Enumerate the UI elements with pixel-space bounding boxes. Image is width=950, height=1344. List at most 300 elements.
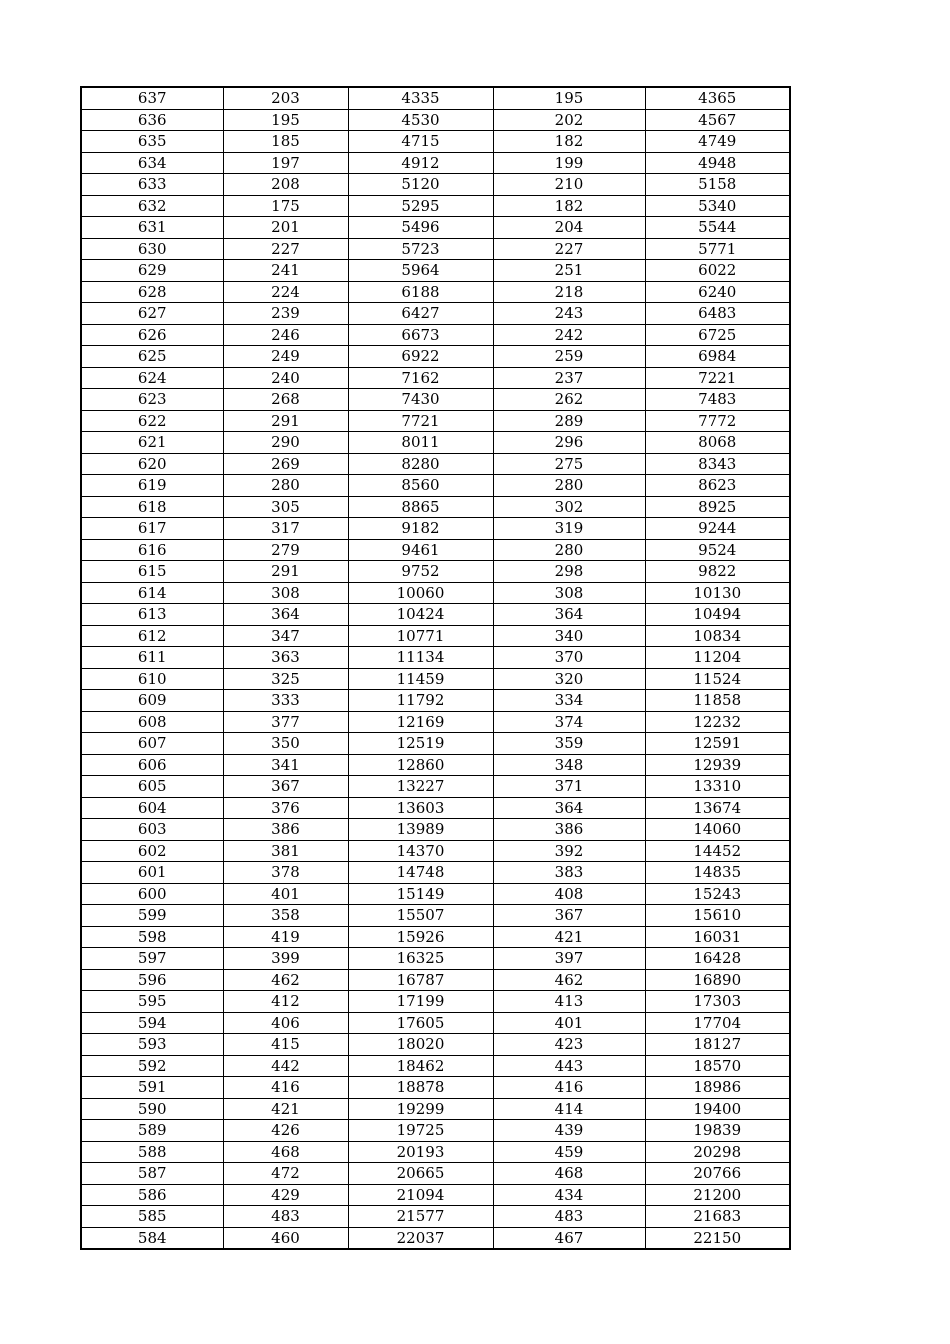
count-b-cell: 302 bbox=[493, 496, 645, 518]
count-a-cell: 185 bbox=[223, 131, 348, 153]
score-cell: 629 bbox=[81, 260, 223, 282]
count-a-cell: 208 bbox=[223, 174, 348, 196]
cumulative-a-cell: 4335 bbox=[348, 87, 493, 109]
count-a-cell: 227 bbox=[223, 238, 348, 260]
count-b-cell: 320 bbox=[493, 668, 645, 690]
score-cell: 601 bbox=[81, 862, 223, 884]
count-b-cell: 195 bbox=[493, 87, 645, 109]
table-row bbox=[81, 432, 790, 454]
cumulative-b-cell: 12939 bbox=[645, 754, 790, 776]
count-b-cell: 319 bbox=[493, 518, 645, 540]
cumulative-b-cell: 13674 bbox=[645, 797, 790, 819]
count-b-cell: 401 bbox=[493, 1012, 645, 1034]
cumulative-a-cell: 19299 bbox=[348, 1098, 493, 1120]
cumulative-a-cell: 14370 bbox=[348, 840, 493, 862]
table-row bbox=[81, 1077, 790, 1099]
score-cell: 619 bbox=[81, 475, 223, 497]
count-a-cell: 195 bbox=[223, 109, 348, 131]
cumulative-a-cell: 17605 bbox=[348, 1012, 493, 1034]
count-a-cell: 240 bbox=[223, 367, 348, 389]
table-row bbox=[81, 346, 790, 368]
table-row bbox=[81, 539, 790, 561]
count-a-cell: 429 bbox=[223, 1184, 348, 1206]
count-a-cell: 317 bbox=[223, 518, 348, 540]
count-a-cell: 363 bbox=[223, 647, 348, 669]
count-b-cell: 392 bbox=[493, 840, 645, 862]
table-row bbox=[81, 840, 790, 862]
count-a-cell: 308 bbox=[223, 582, 348, 604]
cumulative-b-cell: 11858 bbox=[645, 690, 790, 712]
score-cell: 594 bbox=[81, 1012, 223, 1034]
count-a-cell: 325 bbox=[223, 668, 348, 690]
score-cell: 635 bbox=[81, 131, 223, 153]
count-a-cell: 246 bbox=[223, 324, 348, 346]
cumulative-a-cell: 13227 bbox=[348, 776, 493, 798]
count-a-cell: 462 bbox=[223, 969, 348, 991]
count-a-cell: 401 bbox=[223, 883, 348, 905]
score-cell: 593 bbox=[81, 1034, 223, 1056]
count-a-cell: 279 bbox=[223, 539, 348, 561]
table-row bbox=[81, 647, 790, 669]
cumulative-b-cell: 12232 bbox=[645, 711, 790, 733]
table-row bbox=[81, 389, 790, 411]
score-cell: 588 bbox=[81, 1141, 223, 1163]
count-b-cell: 243 bbox=[493, 303, 645, 325]
table-row bbox=[81, 883, 790, 905]
cumulative-a-cell: 20665 bbox=[348, 1163, 493, 1185]
table-row bbox=[81, 668, 790, 690]
table-row bbox=[81, 1120, 790, 1142]
score-cell: 632 bbox=[81, 195, 223, 217]
count-b-cell: 204 bbox=[493, 217, 645, 239]
count-b-cell: 199 bbox=[493, 152, 645, 174]
score-cell: 624 bbox=[81, 367, 223, 389]
count-b-cell: 251 bbox=[493, 260, 645, 282]
table-row bbox=[81, 862, 790, 884]
cumulative-a-cell: 5723 bbox=[348, 238, 493, 260]
table-row bbox=[81, 496, 790, 518]
score-cell: 599 bbox=[81, 905, 223, 927]
score-table bbox=[80, 86, 791, 1250]
score-cell: 614 bbox=[81, 582, 223, 604]
table-row bbox=[81, 109, 790, 131]
score-cell: 597 bbox=[81, 948, 223, 970]
cumulative-a-cell: 16787 bbox=[348, 969, 493, 991]
count-b-cell: 421 bbox=[493, 926, 645, 948]
count-a-cell: 364 bbox=[223, 604, 348, 626]
count-b-cell: 459 bbox=[493, 1141, 645, 1163]
table-row bbox=[81, 819, 790, 841]
cumulative-a-cell: 13603 bbox=[348, 797, 493, 819]
cumulative-a-cell: 15507 bbox=[348, 905, 493, 927]
cumulative-b-cell: 16031 bbox=[645, 926, 790, 948]
cumulative-b-cell: 9524 bbox=[645, 539, 790, 561]
count-a-cell: 419 bbox=[223, 926, 348, 948]
count-b-cell: 371 bbox=[493, 776, 645, 798]
table-row bbox=[81, 797, 790, 819]
score-cell: 590 bbox=[81, 1098, 223, 1120]
count-b-cell: 296 bbox=[493, 432, 645, 454]
score-cell: 625 bbox=[81, 346, 223, 368]
score-cell: 596 bbox=[81, 969, 223, 991]
cumulative-b-cell: 15610 bbox=[645, 905, 790, 927]
table-row bbox=[81, 131, 790, 153]
count-a-cell: 426 bbox=[223, 1120, 348, 1142]
table-row bbox=[81, 87, 790, 109]
count-b-cell: 259 bbox=[493, 346, 645, 368]
count-a-cell: 442 bbox=[223, 1055, 348, 1077]
cumulative-b-cell: 18127 bbox=[645, 1034, 790, 1056]
cumulative-a-cell: 13989 bbox=[348, 819, 493, 841]
score-cell: 630 bbox=[81, 238, 223, 260]
table-row bbox=[81, 926, 790, 948]
count-b-cell: 340 bbox=[493, 625, 645, 647]
cumulative-b-cell: 5340 bbox=[645, 195, 790, 217]
count-a-cell: 197 bbox=[223, 152, 348, 174]
cumulative-a-cell: 8865 bbox=[348, 496, 493, 518]
score-cell: 618 bbox=[81, 496, 223, 518]
cumulative-b-cell: 12591 bbox=[645, 733, 790, 755]
count-b-cell: 370 bbox=[493, 647, 645, 669]
table-row bbox=[81, 1227, 790, 1249]
cumulative-b-cell: 19839 bbox=[645, 1120, 790, 1142]
cumulative-b-cell: 4948 bbox=[645, 152, 790, 174]
score-cell: 605 bbox=[81, 776, 223, 798]
cumulative-b-cell: 18986 bbox=[645, 1077, 790, 1099]
table-row bbox=[81, 754, 790, 776]
count-a-cell: 341 bbox=[223, 754, 348, 776]
cumulative-a-cell: 15149 bbox=[348, 883, 493, 905]
table-row bbox=[81, 217, 790, 239]
cumulative-b-cell: 20766 bbox=[645, 1163, 790, 1185]
cumulative-a-cell: 11459 bbox=[348, 668, 493, 690]
count-b-cell: 364 bbox=[493, 797, 645, 819]
cumulative-a-cell: 10424 bbox=[348, 604, 493, 626]
cumulative-b-cell: 14835 bbox=[645, 862, 790, 884]
cumulative-a-cell: 19725 bbox=[348, 1120, 493, 1142]
count-a-cell: 378 bbox=[223, 862, 348, 884]
cumulative-b-cell: 20298 bbox=[645, 1141, 790, 1163]
count-a-cell: 291 bbox=[223, 410, 348, 432]
cumulative-b-cell: 22150 bbox=[645, 1227, 790, 1249]
cumulative-b-cell: 10130 bbox=[645, 582, 790, 604]
count-a-cell: 333 bbox=[223, 690, 348, 712]
cumulative-a-cell: 8560 bbox=[348, 475, 493, 497]
count-a-cell: 239 bbox=[223, 303, 348, 325]
count-b-cell: 462 bbox=[493, 969, 645, 991]
count-b-cell: 383 bbox=[493, 862, 645, 884]
cumulative-b-cell: 5771 bbox=[645, 238, 790, 260]
count-b-cell: 218 bbox=[493, 281, 645, 303]
count-a-cell: 241 bbox=[223, 260, 348, 282]
cumulative-a-cell: 4912 bbox=[348, 152, 493, 174]
score-cell: 592 bbox=[81, 1055, 223, 1077]
score-cell: 620 bbox=[81, 453, 223, 475]
table-row bbox=[81, 238, 790, 260]
count-a-cell: 224 bbox=[223, 281, 348, 303]
count-a-cell: 175 bbox=[223, 195, 348, 217]
count-a-cell: 358 bbox=[223, 905, 348, 927]
count-a-cell: 280 bbox=[223, 475, 348, 497]
cumulative-b-cell: 6240 bbox=[645, 281, 790, 303]
count-a-cell: 415 bbox=[223, 1034, 348, 1056]
cumulative-b-cell: 11524 bbox=[645, 668, 790, 690]
cumulative-a-cell: 4530 bbox=[348, 109, 493, 131]
cumulative-b-cell: 4567 bbox=[645, 109, 790, 131]
cumulative-a-cell: 15926 bbox=[348, 926, 493, 948]
count-b-cell: 364 bbox=[493, 604, 645, 626]
cumulative-a-cell: 12169 bbox=[348, 711, 493, 733]
cumulative-b-cell: 4365 bbox=[645, 87, 790, 109]
cumulative-a-cell: 18462 bbox=[348, 1055, 493, 1077]
score-cell: 600 bbox=[81, 883, 223, 905]
score-cell: 613 bbox=[81, 604, 223, 626]
count-b-cell: 275 bbox=[493, 453, 645, 475]
count-a-cell: 406 bbox=[223, 1012, 348, 1034]
count-b-cell: 414 bbox=[493, 1098, 645, 1120]
table-row bbox=[81, 410, 790, 432]
count-a-cell: 468 bbox=[223, 1141, 348, 1163]
cumulative-a-cell: 21094 bbox=[348, 1184, 493, 1206]
cumulative-b-cell: 18570 bbox=[645, 1055, 790, 1077]
count-a-cell: 483 bbox=[223, 1206, 348, 1228]
cumulative-b-cell: 8068 bbox=[645, 432, 790, 454]
count-b-cell: 467 bbox=[493, 1227, 645, 1249]
count-b-cell: 210 bbox=[493, 174, 645, 196]
score-cell: 602 bbox=[81, 840, 223, 862]
count-a-cell: 381 bbox=[223, 840, 348, 862]
cumulative-b-cell: 6984 bbox=[645, 346, 790, 368]
cumulative-a-cell: 9752 bbox=[348, 561, 493, 583]
count-b-cell: 227 bbox=[493, 238, 645, 260]
cumulative-a-cell: 12860 bbox=[348, 754, 493, 776]
cumulative-b-cell: 9244 bbox=[645, 518, 790, 540]
count-b-cell: 408 bbox=[493, 883, 645, 905]
score-cell: 637 bbox=[81, 87, 223, 109]
count-b-cell: 374 bbox=[493, 711, 645, 733]
cumulative-a-cell: 18878 bbox=[348, 1077, 493, 1099]
count-a-cell: 291 bbox=[223, 561, 348, 583]
cumulative-b-cell: 21200 bbox=[645, 1184, 790, 1206]
score-cell: 586 bbox=[81, 1184, 223, 1206]
cumulative-b-cell: 16428 bbox=[645, 948, 790, 970]
cumulative-a-cell: 4715 bbox=[348, 131, 493, 153]
count-b-cell: 280 bbox=[493, 475, 645, 497]
count-a-cell: 269 bbox=[223, 453, 348, 475]
score-cell: 603 bbox=[81, 819, 223, 841]
count-a-cell: 377 bbox=[223, 711, 348, 733]
table-row bbox=[81, 711, 790, 733]
count-b-cell: 443 bbox=[493, 1055, 645, 1077]
count-a-cell: 350 bbox=[223, 733, 348, 755]
table-row bbox=[81, 948, 790, 970]
score-cell: 610 bbox=[81, 668, 223, 690]
cumulative-a-cell: 14748 bbox=[348, 862, 493, 884]
table-row bbox=[81, 1034, 790, 1056]
table-row bbox=[81, 776, 790, 798]
cumulative-a-cell: 5964 bbox=[348, 260, 493, 282]
count-b-cell: 182 bbox=[493, 195, 645, 217]
count-b-cell: 280 bbox=[493, 539, 645, 561]
count-b-cell: 289 bbox=[493, 410, 645, 432]
cumulative-a-cell: 21577 bbox=[348, 1206, 493, 1228]
count-a-cell: 416 bbox=[223, 1077, 348, 1099]
count-b-cell: 242 bbox=[493, 324, 645, 346]
score-cell: 584 bbox=[81, 1227, 223, 1249]
count-b-cell: 423 bbox=[493, 1034, 645, 1056]
table-row bbox=[81, 152, 790, 174]
score-cell: 633 bbox=[81, 174, 223, 196]
table-row bbox=[81, 1206, 790, 1228]
cumulative-b-cell: 7772 bbox=[645, 410, 790, 432]
cumulative-b-cell: 6022 bbox=[645, 260, 790, 282]
count-a-cell: 268 bbox=[223, 389, 348, 411]
table-row bbox=[81, 604, 790, 626]
count-b-cell: 434 bbox=[493, 1184, 645, 1206]
count-a-cell: 399 bbox=[223, 948, 348, 970]
count-b-cell: 416 bbox=[493, 1077, 645, 1099]
table-row bbox=[81, 625, 790, 647]
cumulative-b-cell: 8925 bbox=[645, 496, 790, 518]
table-row bbox=[81, 690, 790, 712]
count-b-cell: 386 bbox=[493, 819, 645, 841]
count-a-cell: 376 bbox=[223, 797, 348, 819]
count-b-cell: 439 bbox=[493, 1120, 645, 1142]
cumulative-a-cell: 18020 bbox=[348, 1034, 493, 1056]
table-row bbox=[81, 195, 790, 217]
cumulative-a-cell: 6427 bbox=[348, 303, 493, 325]
table-row bbox=[81, 367, 790, 389]
count-a-cell: 290 bbox=[223, 432, 348, 454]
cumulative-a-cell: 6188 bbox=[348, 281, 493, 303]
score-cell: 621 bbox=[81, 432, 223, 454]
count-b-cell: 348 bbox=[493, 754, 645, 776]
score-cell: 636 bbox=[81, 109, 223, 131]
cumulative-a-cell: 6673 bbox=[348, 324, 493, 346]
cumulative-b-cell: 16890 bbox=[645, 969, 790, 991]
table-row bbox=[81, 561, 790, 583]
count-b-cell: 237 bbox=[493, 367, 645, 389]
count-b-cell: 468 bbox=[493, 1163, 645, 1185]
score-cell: 615 bbox=[81, 561, 223, 583]
table-row bbox=[81, 1184, 790, 1206]
cumulative-b-cell: 9822 bbox=[645, 561, 790, 583]
count-a-cell: 203 bbox=[223, 87, 348, 109]
cumulative-b-cell: 14060 bbox=[645, 819, 790, 841]
cumulative-a-cell: 7430 bbox=[348, 389, 493, 411]
cumulative-b-cell: 10834 bbox=[645, 625, 790, 647]
count-a-cell: 472 bbox=[223, 1163, 348, 1185]
cumulative-a-cell: 5120 bbox=[348, 174, 493, 196]
count-b-cell: 334 bbox=[493, 690, 645, 712]
cumulative-b-cell: 17704 bbox=[645, 1012, 790, 1034]
score-cell: 589 bbox=[81, 1120, 223, 1142]
cumulative-a-cell: 8280 bbox=[348, 453, 493, 475]
table-row bbox=[81, 1163, 790, 1185]
count-a-cell: 421 bbox=[223, 1098, 348, 1120]
score-cell: 631 bbox=[81, 217, 223, 239]
table-row bbox=[81, 475, 790, 497]
cumulative-a-cell: 10060 bbox=[348, 582, 493, 604]
count-b-cell: 413 bbox=[493, 991, 645, 1013]
count-a-cell: 386 bbox=[223, 819, 348, 841]
cumulative-b-cell: 5158 bbox=[645, 174, 790, 196]
table-row bbox=[81, 1055, 790, 1077]
count-b-cell: 397 bbox=[493, 948, 645, 970]
score-cell: 627 bbox=[81, 303, 223, 325]
cumulative-a-cell: 22037 bbox=[348, 1227, 493, 1249]
score-table-body bbox=[81, 87, 790, 1249]
count-a-cell: 412 bbox=[223, 991, 348, 1013]
score-cell: 585 bbox=[81, 1206, 223, 1228]
cumulative-a-cell: 5295 bbox=[348, 195, 493, 217]
cumulative-a-cell: 16325 bbox=[348, 948, 493, 970]
count-a-cell: 305 bbox=[223, 496, 348, 518]
count-a-cell: 460 bbox=[223, 1227, 348, 1249]
cumulative-b-cell: 21683 bbox=[645, 1206, 790, 1228]
table-row bbox=[81, 281, 790, 303]
cumulative-a-cell: 20193 bbox=[348, 1141, 493, 1163]
table-row bbox=[81, 174, 790, 196]
score-cell: 587 bbox=[81, 1163, 223, 1185]
table-row bbox=[81, 733, 790, 755]
count-a-cell: 347 bbox=[223, 625, 348, 647]
cumulative-b-cell: 7483 bbox=[645, 389, 790, 411]
cumulative-b-cell: 8343 bbox=[645, 453, 790, 475]
table-row bbox=[81, 991, 790, 1013]
count-b-cell: 367 bbox=[493, 905, 645, 927]
cumulative-a-cell: 9182 bbox=[348, 518, 493, 540]
count-b-cell: 359 bbox=[493, 733, 645, 755]
score-cell: 608 bbox=[81, 711, 223, 733]
cumulative-b-cell: 8623 bbox=[645, 475, 790, 497]
score-cell: 609 bbox=[81, 690, 223, 712]
cumulative-a-cell: 7162 bbox=[348, 367, 493, 389]
count-b-cell: 298 bbox=[493, 561, 645, 583]
score-cell: 623 bbox=[81, 389, 223, 411]
count-b-cell: 202 bbox=[493, 109, 645, 131]
table-row bbox=[81, 324, 790, 346]
cumulative-b-cell: 17303 bbox=[645, 991, 790, 1013]
table-row bbox=[81, 1098, 790, 1120]
count-a-cell: 201 bbox=[223, 217, 348, 239]
cumulative-a-cell: 11134 bbox=[348, 647, 493, 669]
table-row bbox=[81, 260, 790, 282]
cumulative-b-cell: 4749 bbox=[645, 131, 790, 153]
score-cell: 626 bbox=[81, 324, 223, 346]
table-row bbox=[81, 303, 790, 325]
table-row bbox=[81, 582, 790, 604]
cumulative-a-cell: 11792 bbox=[348, 690, 493, 712]
count-b-cell: 308 bbox=[493, 582, 645, 604]
count-a-cell: 249 bbox=[223, 346, 348, 368]
score-cell: 616 bbox=[81, 539, 223, 561]
table-row bbox=[81, 969, 790, 991]
score-cell: 606 bbox=[81, 754, 223, 776]
table-row bbox=[81, 518, 790, 540]
table-row bbox=[81, 453, 790, 475]
cumulative-b-cell: 7221 bbox=[645, 367, 790, 389]
score-cell: 591 bbox=[81, 1077, 223, 1099]
score-cell: 628 bbox=[81, 281, 223, 303]
score-cell: 634 bbox=[81, 152, 223, 174]
score-cell: 617 bbox=[81, 518, 223, 540]
count-a-cell: 367 bbox=[223, 776, 348, 798]
score-cell: 622 bbox=[81, 410, 223, 432]
count-b-cell: 182 bbox=[493, 131, 645, 153]
score-cell: 612 bbox=[81, 625, 223, 647]
cumulative-a-cell: 10771 bbox=[348, 625, 493, 647]
